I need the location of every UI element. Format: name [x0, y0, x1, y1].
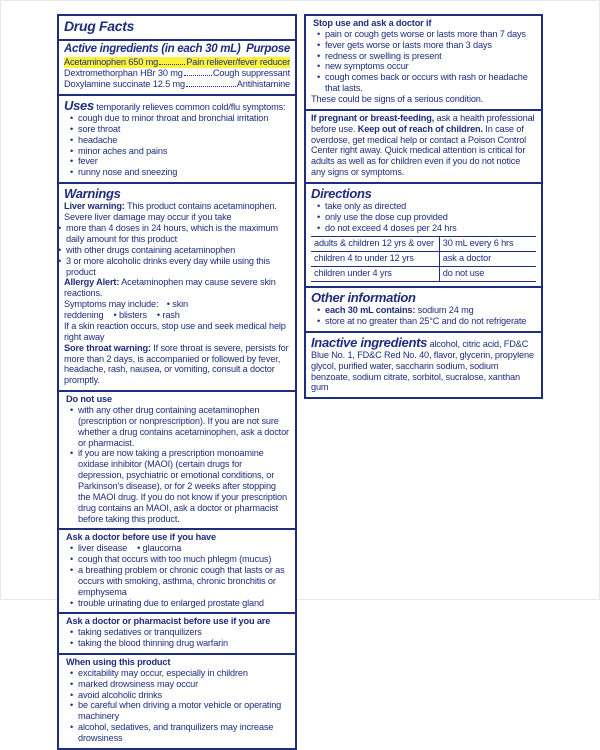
table-row: [311, 236, 536, 251]
dosage-dose-cell: do not use: [439, 266, 536, 281]
list-item: • be careful when driving a motor vehicle or operating machinery: [78, 700, 290, 722]
uses-heading: Uses: [64, 97, 94, 113]
symptom-item: • blisters: [114, 310, 147, 320]
ask-doctor-pharmacist-section: [59, 612, 295, 653]
ask-doctor-heading: Ask a doctor before use if you have: [66, 532, 216, 543]
active-ingredients-section: [59, 39, 295, 94]
list-item: • sore throat: [78, 124, 290, 135]
list-item: • with any other drug containing acetaminophen (prescription or nonprescription). If you are not sure whether a drug contains acetaminophen, ask a doctor or pharmacist.: [78, 405, 290, 448]
ingredient-name: Dextromethorphan HBr 30 mg: [64, 67, 183, 78]
active-ingredients-heading: Active ingredients (in each 30 mL): [64, 42, 241, 55]
inactive-ingredients-section: [306, 331, 541, 398]
ask-doctor-pharmacist-list: [64, 627, 290, 649]
dosage-who-cell: adults & children 12 yrs & over: [311, 236, 439, 251]
list-item: • marked drowsiness may occur: [78, 679, 290, 690]
do-not-use-section: [59, 390, 295, 528]
ingredient-row-doxylamine: [64, 79, 290, 90]
list-item: • 3 or more alcoholic drinks every day while using this product: [66, 256, 290, 278]
symptoms-line: Symptoms may include: • skin reddening • blisters • rash: [64, 299, 290, 321]
list-item: • liver disease • glaucoma: [78, 543, 290, 554]
other-information-section: [306, 286, 541, 331]
list-item: • if you are now taking a prescription monoamine oxidase inhibitor (MAOI) (certain drugs for depression, psychiatric or emotional conditions, or Parkinson's disease), or for 2 weeks after stopping the MAOI drug. If you do not know if your prescription drug contains an MAOI, ask a doctor or pharmacist before taking this product.: [78, 448, 290, 524]
list-item: • with other drugs containing acetaminophen: [66, 245, 290, 256]
list-item: • new symptoms occur: [325, 61, 536, 72]
ingredient-row-acetaminophen: [64, 57, 290, 68]
stop-use-section: [306, 16, 541, 109]
stop-use-heading: Stop use and ask a doctor if: [313, 18, 432, 28]
other-information-heading: Other information: [311, 289, 416, 305]
symptom-item: • skin reddening: [64, 299, 188, 320]
list-item: • do not exceed 4 doses per 24 hrs: [325, 223, 536, 234]
dosage-dose-cell: ask a doctor: [439, 251, 536, 266]
dosage-who-cell: children 4 to under 12 yrs: [311, 251, 439, 266]
inactive-ingredients-text: alcohol, citric acid, FD&C Blue No. 1, FD&C Red No. 40, flavor, glycerin, propylene glycol, purified water, saccharin sodium, sodium benzoate, sodium citrate, sorbitol, sucralose, xanthan gum: [311, 338, 534, 393]
dosage-who-cell: children under 4 yrs: [311, 266, 439, 281]
sore-throat-warning-text: Sore throat warning: If sore throat is severe, persists for more than 2 days, is accompanied or followed by fever, headache, rash, nausea, or vomiting, consult a doctor promptly.: [64, 342, 289, 386]
ingredient-purpose: Pain reliever/fever reducer: [186, 57, 290, 68]
liver-warning-list: [64, 223, 290, 277]
list-item: • cough that occurs with too much phlegm (mucus): [78, 554, 290, 565]
dosage-table: [311, 236, 536, 282]
right-column-panel: [304, 14, 543, 399]
stop-use-list: [311, 29, 536, 94]
stop-use-footer: These could be signs of a serious condition.: [311, 94, 484, 105]
when-using-section: [59, 653, 295, 748]
ingredient-row-dextromethorphan: [64, 68, 290, 79]
list-item: • avoid alcoholic drinks: [78, 690, 290, 701]
table-row: [311, 251, 536, 266]
directions-list: [311, 201, 536, 234]
list-item: • fever gets worse or lasts more than 3 days: [325, 40, 536, 51]
ingredient-name: Acetaminophen 650 mg: [64, 57, 159, 68]
list-item: • excitability may occur, especially in children: [78, 668, 290, 679]
list-item: • trouble urinating due to enlarged prostate gland: [78, 598, 290, 609]
list-item: • cough due to minor throat and bronchial irritation: [78, 113, 290, 124]
uses-list: [64, 113, 290, 178]
ask-doctor-list: [64, 543, 290, 608]
other-information-list: [311, 305, 536, 327]
uses-intro: temporarily relieves common cold/flu symptoms:: [96, 101, 286, 112]
purpose-heading: Purpose: [246, 42, 290, 55]
ingredient-purpose: Antihistamine: [236, 78, 290, 89]
list-item: • only use the dose cup provided: [325, 212, 536, 223]
do-not-use-heading: Do not use: [66, 394, 112, 405]
pregnancy-bold-1: If pregnant or breast-feeding,: [311, 112, 435, 123]
list-item: • taking the blood thinning drug warfarin: [78, 638, 290, 649]
dotted-leader: [186, 86, 236, 87]
do-not-use-list: [64, 405, 290, 524]
liver-warning-text: Liver warning: This product contains acetaminophen.: [64, 201, 277, 212]
directions-heading: Directions: [311, 186, 372, 202]
list-item: • taking sedatives or tranquilizers: [78, 627, 290, 638]
warnings-heading: Warnings: [64, 186, 121, 202]
list-item: • fever: [78, 156, 290, 167]
drug-facts-header-section: [59, 16, 295, 39]
list-item: • minor aches and pains: [78, 146, 290, 157]
skin-reaction-text: If a skin reaction occurs, stop use and seek medical help right away: [64, 320, 286, 342]
when-using-list: [64, 668, 290, 744]
ingredient-purpose: Cough suppressant: [212, 67, 290, 78]
uses-section: [59, 94, 295, 182]
liver-warning-intro: Severe liver damage may occur if you take: [64, 212, 232, 223]
list-item: • alcohol, sedatives, and tranquilizers may increase drowsiness: [78, 722, 290, 744]
list-item: • store at no greater than 25°C and do not refrigerate: [325, 316, 536, 327]
list-item: • each 30 mL contains: sodium 24 mg: [325, 305, 536, 316]
list-item: • a breathing problem or chronic cough that lasts or as occurs with smoking, asthma, chronic bronchitis or emphysema: [78, 565, 290, 598]
left-column-panel: [57, 14, 297, 750]
dotted-leader: [184, 75, 212, 76]
list-item: • pain or cough gets worse or lasts more than 7 days: [325, 29, 536, 40]
directions-section: [306, 182, 541, 285]
pregnancy-section: If pregnant or breast-feeding, ask a health professional before use. Keep out of reach of children. In case of overdose, get medical help or contact a Poison Control Center right away. Quick medical attention is critical for adults as well as for children even if you do not notice any signs or symptoms.: [306, 109, 541, 182]
when-using-heading: When using this product: [66, 656, 171, 667]
table-row: [311, 266, 536, 281]
drug-facts-title: Drug Facts: [64, 18, 135, 34]
list-item: • take only as directed: [325, 201, 536, 212]
warnings-section: [59, 182, 295, 390]
allergy-alert-text: Allergy Alert: Acetaminophen may cause severe skin reactions.: [64, 277, 276, 299]
keep-out-of-reach-bold: Keep out of reach of children.: [357, 123, 483, 134]
list-item: • headache: [78, 135, 290, 146]
list-item: • runny nose and sneezing: [78, 167, 290, 178]
ask-doctor-pharmacist-heading: Ask a doctor or pharmacist before use if you are: [66, 616, 271, 627]
list-item: • more than 4 doses in 24 hours, which is the maximum daily amount for this product: [66, 223, 290, 245]
ingredient-name: Doxylamine succinate 12.5 mg: [64, 78, 185, 89]
dotted-leader: [159, 64, 185, 65]
list-item: • redness or swelling is present: [325, 51, 536, 62]
symptom-item: • rash: [157, 310, 180, 320]
list-item: • cough comes back or occurs with rash or headache that lasts.: [325, 72, 536, 94]
inactive-ingredients-heading: Inactive ingredients: [311, 334, 428, 350]
dosage-dose-cell: 30 mL every 6 hrs: [439, 236, 536, 251]
